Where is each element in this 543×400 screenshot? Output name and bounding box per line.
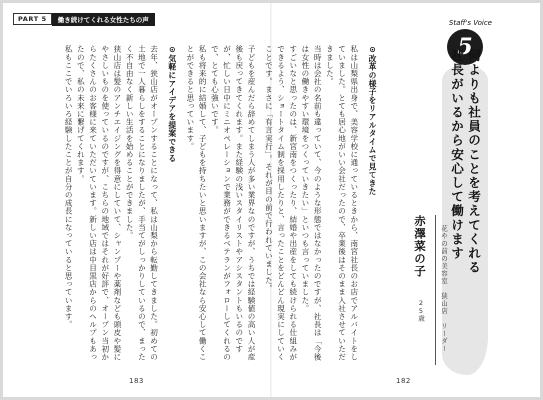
paragraph: 私は山梨県出身で、美容学校に通っているときから、南宮社長のお店でアルバイトをしていました。とても居心地がいい会社だったので、卒業後はそのまま入社させていただきました。 xyxy=(325,45,359,361)
paragraph: 私も将来的に結婚して、子どもを持ちたいと思いますが、この会社なら安心して働くことができると思っています。 xyxy=(185,45,208,361)
headline-line: 社長がいるから安心して働けます xyxy=(449,49,464,261)
part-label: PART 5 xyxy=(13,13,52,25)
section-heading xyxy=(166,45,178,361)
book-spread xyxy=(3,3,540,397)
divider xyxy=(435,215,436,365)
part-title: 働き続けてくれる女性たちの声 xyxy=(52,13,155,26)
paragraph: 当時は会社の名前も違っていて、今のような形態ではなかったのですが、社長は「今後は女性の働きやすい環境をつくっていきたい」といつも言っていました。 xyxy=(300,45,323,361)
section-heading-text: 気軽にアイデアを提案できる xyxy=(167,54,177,163)
left-page xyxy=(3,3,271,397)
paragraph: 子どもを産んだら辞めてしまう人が多い業界なのですが、うちでは経験値の高い人が産後も戻ってきてくれます。また経験の浅いスタイリストやアシスタントもいるのですが、忙しい日中にミニオペレーションで業務ができるベテランがフォローしてくれるので、とても心強いです。 xyxy=(210,45,256,361)
part-header xyxy=(13,13,155,26)
bullet-icon: ⊙ xyxy=(368,45,377,55)
paragraph: すごいなと思ったのは、新宮南をつくったり、結婚や出産をしても続けられる仕組みができるよう、ショートタイム制を採用したりと、言ったことをどんどん現実にしていくことです。まさに「有言実行」。それが目の前で行われていました。 xyxy=(264,45,298,361)
section-heading xyxy=(366,45,378,361)
section-heading-text: 改革の様子をリアルタイムで見てきた xyxy=(368,54,377,196)
headline xyxy=(448,49,482,329)
paragraph: 狭山店は髪のアンチエイジングを得意にしていて、シャンプーや薬剤なども頭皮や髪にやさしいものを使っているのですが、こちらの地域ではそれが好評で、オープン当初からたくさんのお客様に来ていただいています。新しい店は中目黒店からのヘルプもあったので、私の未来に繋げてくれます。 xyxy=(76,45,122,361)
page-number: 183 xyxy=(129,377,144,385)
paragraph: 私もここでいろいろ経験したことが自分の成長になっていると思っています。 xyxy=(64,45,74,329)
staff-role: 花やの前の美容室 狭山店 リーダー xyxy=(440,225,448,353)
page-number: 182 xyxy=(396,377,411,385)
staff-number-badge: 5 xyxy=(447,29,483,65)
left-page-body xyxy=(17,45,257,361)
bullet-icon: ⊙ xyxy=(167,45,177,55)
headline-line: 何よりも社員のことを考えてくれる xyxy=(466,49,481,275)
staff-name: 赤澤菜の子 xyxy=(413,215,427,278)
right-page xyxy=(264,3,540,397)
paragraph: 去年、狭山店がオープンすることになって、私は山梨から転勤してきました。初めての土地で一人暮らしをすることになりましたが、手当てがしっかりしているので、まったく不自由なく新しい生活を始めることができました。 xyxy=(125,45,159,361)
right-page-body xyxy=(264,45,384,361)
staff-age: 25歳 xyxy=(417,299,425,322)
staff-voice-label: Staff's Voice xyxy=(448,19,492,27)
